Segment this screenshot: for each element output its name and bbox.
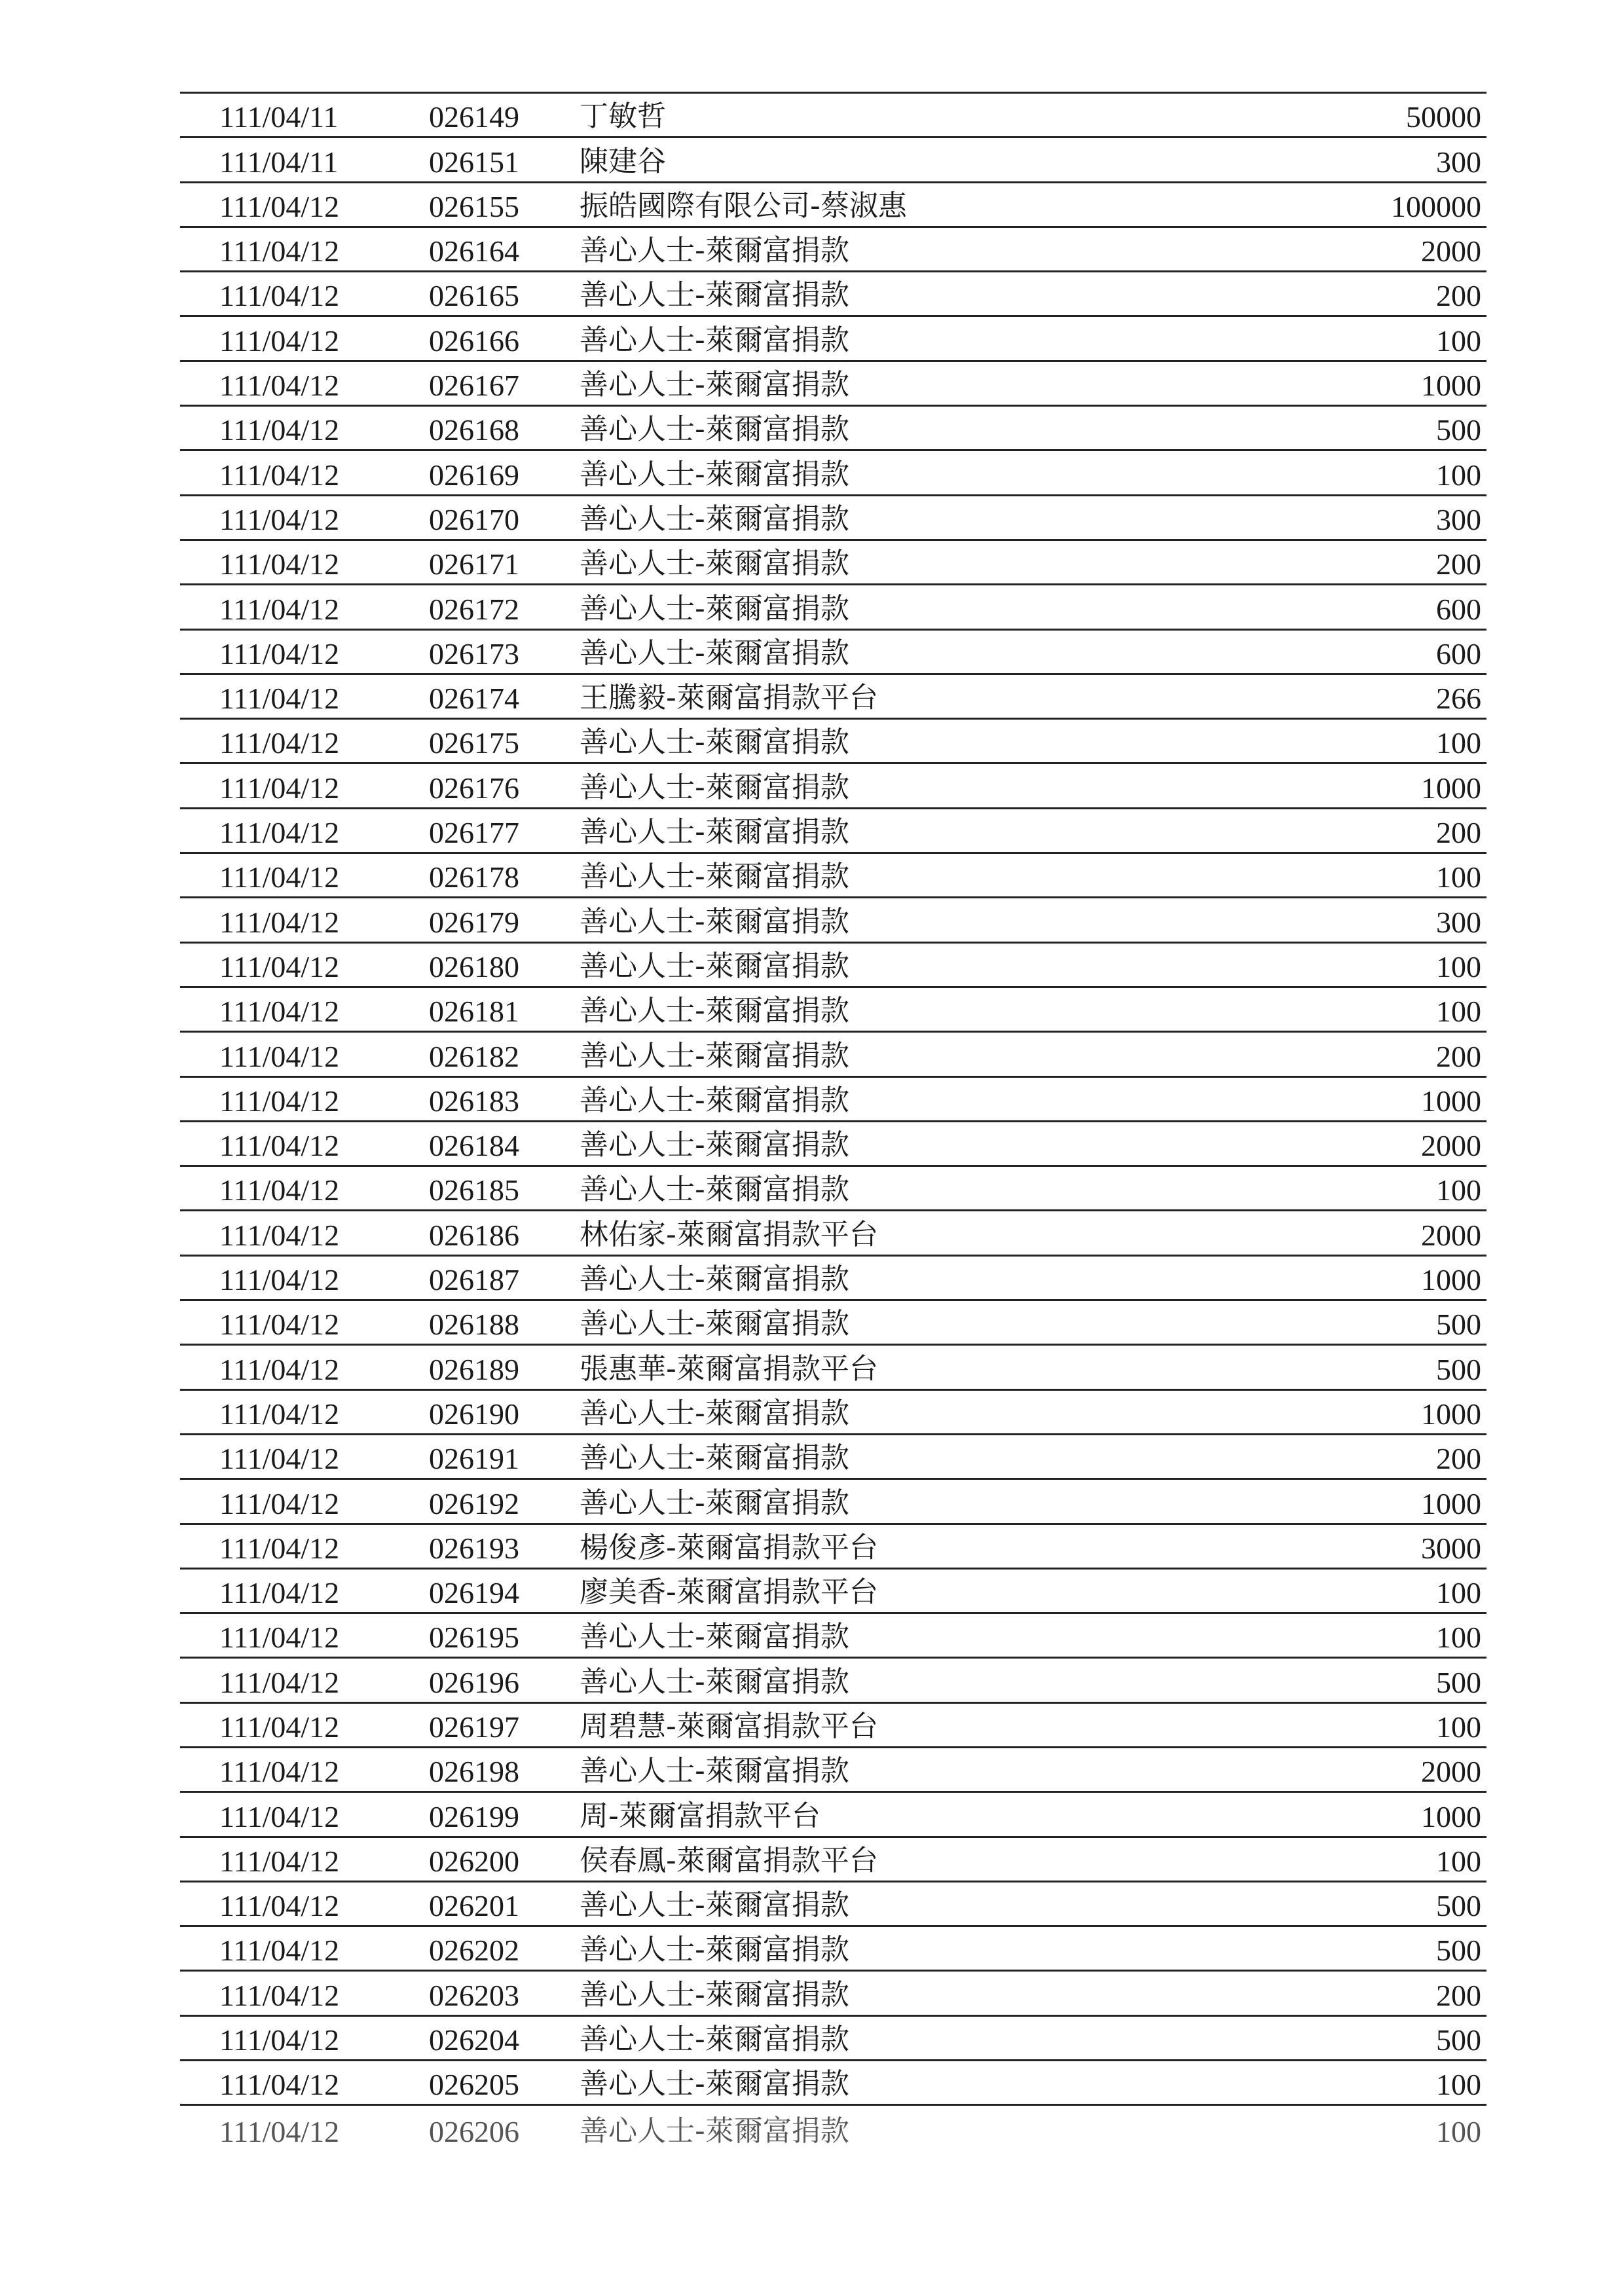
amount-cell: 200 bbox=[1436, 816, 1481, 850]
donor-name-cell: 善心人士-萊爾富捐款 bbox=[580, 547, 849, 581]
table-row bbox=[180, 1972, 1486, 2016]
amount-cell: 300 bbox=[1436, 905, 1481, 939]
receipt-number-cell: 026184 bbox=[429, 1129, 519, 1163]
receipt-number-cell: 026181 bbox=[429, 995, 519, 1029]
receipt-number-cell: 026204 bbox=[429, 2023, 519, 2057]
receipt-number-cell: 026205 bbox=[429, 2068, 519, 2102]
receipt-number-cell: 026171 bbox=[429, 547, 519, 581]
donor-name-cell: 周-萊爾富捐款平台 bbox=[580, 1799, 821, 1833]
receipt-number-cell: 026189 bbox=[429, 1352, 519, 1386]
receipt-number-cell: 026188 bbox=[429, 1308, 519, 1342]
donor-name-cell: 善心人士-萊爾富捐款 bbox=[580, 591, 849, 625]
donor-name-cell: 善心人士-萊爾富捐款 bbox=[580, 413, 849, 447]
table-row bbox=[180, 1167, 1486, 1211]
donor-name-cell: 周碧慧-萊爾富捐款平台 bbox=[580, 1709, 878, 1743]
table-row bbox=[180, 1078, 1486, 1122]
date-cell: 111/04/12 bbox=[219, 1844, 340, 1878]
table-row bbox=[180, 94, 1486, 138]
donor-name-cell: 善心人士-萊爾富捐款 bbox=[580, 234, 849, 268]
date-cell: 111/04/12 bbox=[219, 1710, 340, 1744]
date-cell: 111/04/12 bbox=[219, 1889, 340, 1923]
table-row bbox=[180, 809, 1486, 854]
receipt-number-cell: 026191 bbox=[429, 1442, 519, 1476]
donation-ledger-table bbox=[180, 92, 1486, 2151]
date-cell: 111/04/12 bbox=[219, 1755, 340, 1789]
receipt-number-cell: 026201 bbox=[429, 1889, 519, 1923]
amount-cell: 1000 bbox=[1421, 1084, 1481, 1118]
table-row bbox=[180, 764, 1486, 809]
donor-name-cell: 善心人士-萊爾富捐款 bbox=[580, 323, 849, 357]
date-cell: 111/04/12 bbox=[219, 1576, 340, 1610]
donor-name-cell: 善心人士-萊爾富捐款 bbox=[580, 1396, 849, 1430]
receipt-number-cell: 026177 bbox=[429, 816, 519, 850]
receipt-number-cell: 026195 bbox=[429, 1621, 519, 1655]
table-row bbox=[180, 1033, 1486, 1077]
table-row bbox=[180, 1435, 1486, 1480]
donor-name-cell: 振皓國際有限公司-蔡淑惠 bbox=[580, 189, 907, 223]
table-row bbox=[180, 1257, 1486, 1301]
date-cell: 111/04/12 bbox=[219, 2114, 340, 2148]
table-row bbox=[180, 2061, 1486, 2106]
donor-name-cell: 善心人士-萊爾富捐款 bbox=[580, 502, 849, 536]
receipt-number-cell: 026178 bbox=[429, 860, 519, 894]
receipt-number-cell: 026169 bbox=[429, 458, 519, 492]
donor-name-cell: 善心人士-萊爾富捐款 bbox=[580, 725, 849, 760]
amount-cell: 100 bbox=[1436, 1844, 1481, 1878]
date-cell: 111/04/12 bbox=[219, 1084, 340, 1118]
date-cell: 111/04/12 bbox=[219, 1442, 340, 1476]
table-row bbox=[180, 362, 1486, 407]
donor-name-cell: 善心人士-萊爾富捐款 bbox=[580, 949, 849, 983]
amount-cell: 200 bbox=[1436, 1442, 1481, 1476]
date-cell: 111/04/12 bbox=[219, 1397, 340, 1431]
table-row bbox=[180, 451, 1486, 496]
receipt-number-cell: 026200 bbox=[429, 1844, 519, 1878]
receipt-number-cell: 026155 bbox=[429, 189, 519, 223]
donor-name-cell: 善心人士-萊爾富捐款 bbox=[580, 994, 849, 1028]
donor-name-cell: 善心人士-萊爾富捐款 bbox=[580, 1128, 849, 1162]
table-row bbox=[180, 1525, 1486, 1570]
receipt-number-cell: 026179 bbox=[429, 905, 519, 939]
date-cell: 111/04/12 bbox=[219, 1218, 340, 1252]
date-cell: 111/04/12 bbox=[219, 816, 340, 850]
donor-name-cell: 善心人士-萊爾富捐款 bbox=[580, 368, 849, 402]
donor-name-cell: 侯春鳳-萊爾富捐款平台 bbox=[580, 1843, 878, 1877]
receipt-number-cell: 026190 bbox=[429, 1397, 519, 1431]
receipt-number-cell: 026202 bbox=[429, 1934, 519, 1968]
table-row bbox=[180, 272, 1486, 317]
date-cell: 111/04/12 bbox=[219, 995, 340, 1029]
amount-cell: 3000 bbox=[1421, 1531, 1481, 1565]
amount-cell: 100 bbox=[1436, 726, 1481, 760]
table-row bbox=[180, 585, 1486, 630]
amount-cell: 500 bbox=[1436, 1665, 1481, 1699]
table-row bbox=[180, 317, 1486, 361]
date-cell: 111/04/11 bbox=[219, 100, 339, 134]
amount-cell: 300 bbox=[1436, 145, 1481, 179]
date-cell: 111/04/12 bbox=[219, 1308, 340, 1342]
date-cell: 111/04/12 bbox=[219, 502, 340, 536]
table-row bbox=[180, 988, 1486, 1033]
amount-cell: 1000 bbox=[1421, 369, 1481, 403]
table-row bbox=[180, 1211, 1486, 1256]
receipt-number-cell: 026206 bbox=[429, 2114, 519, 2148]
table-row bbox=[180, 138, 1486, 183]
receipt-number-cell: 026203 bbox=[429, 1978, 519, 2012]
donor-name-cell: 善心人士-萊爾富捐款 bbox=[580, 1620, 849, 1654]
receipt-number-cell: 026149 bbox=[429, 100, 519, 134]
date-cell: 111/04/12 bbox=[219, 592, 340, 626]
date-cell: 111/04/12 bbox=[219, 234, 340, 268]
table-row bbox=[180, 1346, 1486, 1390]
donor-name-cell: 善心人士-萊爾富捐款 bbox=[580, 1307, 849, 1341]
amount-cell: 266 bbox=[1436, 682, 1481, 716]
table-row bbox=[180, 898, 1486, 943]
table-row bbox=[180, 631, 1486, 675]
receipt-number-cell: 026175 bbox=[429, 726, 519, 760]
date-cell: 111/04/12 bbox=[219, 1934, 340, 1968]
receipt-number-cell: 026186 bbox=[429, 1218, 519, 1252]
donor-name-cell: 張惠華-萊爾富捐款平台 bbox=[580, 1351, 878, 1386]
amount-cell: 1000 bbox=[1421, 771, 1481, 805]
table-row bbox=[180, 228, 1486, 272]
table-row bbox=[180, 1122, 1486, 1167]
donor-name-cell: 善心人士-萊爾富捐款 bbox=[580, 1977, 849, 2011]
amount-cell: 100 bbox=[1436, 860, 1481, 894]
donor-name-cell: 善心人士-萊爾富捐款 bbox=[580, 457, 849, 491]
table-row bbox=[180, 183, 1486, 228]
date-cell: 111/04/12 bbox=[219, 458, 340, 492]
date-cell: 111/04/12 bbox=[219, 279, 340, 313]
amount-cell: 500 bbox=[1436, 413, 1481, 447]
amount-cell: 500 bbox=[1436, 1934, 1481, 1968]
date-cell: 111/04/12 bbox=[219, 1039, 340, 1073]
receipt-number-cell: 026176 bbox=[429, 771, 519, 805]
receipt-number-cell: 026185 bbox=[429, 1173, 519, 1207]
table-row bbox=[180, 1614, 1486, 1659]
date-cell: 111/04/12 bbox=[219, 905, 340, 939]
receipt-number-cell: 026193 bbox=[429, 1531, 519, 1565]
amount-cell: 100 bbox=[1436, 995, 1481, 1029]
amount-cell: 100 bbox=[1436, 2114, 1481, 2148]
table-row bbox=[180, 496, 1486, 541]
receipt-number-cell: 026194 bbox=[429, 1576, 519, 1610]
receipt-number-cell: 026174 bbox=[429, 682, 519, 716]
amount-cell: 2000 bbox=[1421, 1218, 1481, 1252]
donor-name-cell: 善心人士-萊爾富捐款 bbox=[580, 2067, 849, 2101]
amount-cell: 600 bbox=[1436, 592, 1481, 626]
donor-name-cell: 善心人士-萊爾富捐款 bbox=[580, 1486, 849, 1520]
table-row bbox=[180, 1391, 1486, 1435]
donor-name-cell: 陳建谷 bbox=[580, 144, 666, 178]
table-row bbox=[180, 1301, 1486, 1346]
donor-name-cell: 善心人士-萊爾富捐款 bbox=[580, 278, 849, 312]
receipt-number-cell: 026198 bbox=[429, 1755, 519, 1789]
amount-cell: 1000 bbox=[1421, 1799, 1481, 1833]
date-cell: 111/04/12 bbox=[219, 771, 340, 805]
donor-name-cell: 善心人士-萊爾富捐款 bbox=[580, 1933, 849, 1967]
table-row bbox=[180, 854, 1486, 898]
amount-cell: 1000 bbox=[1421, 1397, 1481, 1431]
date-cell: 111/04/12 bbox=[219, 1665, 340, 1699]
receipt-number-cell: 026196 bbox=[429, 1665, 519, 1699]
donor-name-cell: 善心人士-萊爾富捐款 bbox=[580, 2023, 849, 2057]
table-row bbox=[180, 1570, 1486, 1614]
date-cell: 111/04/12 bbox=[219, 1486, 340, 1520]
table-row bbox=[180, 2106, 1486, 2150]
table-row bbox=[180, 720, 1486, 764]
amount-cell: 200 bbox=[1436, 1039, 1481, 1073]
donor-name-cell: 丁敏哲 bbox=[580, 100, 666, 134]
table-row bbox=[180, 1882, 1486, 1927]
donor-name-cell: 善心人士-萊爾富捐款 bbox=[580, 636, 849, 670]
donor-name-cell: 善心人士-萊爾富捐款 bbox=[580, 860, 849, 894]
receipt-number-cell: 026192 bbox=[429, 1486, 519, 1520]
donor-name-cell: 善心人士-萊爾富捐款 bbox=[580, 1262, 849, 1296]
date-cell: 111/04/12 bbox=[219, 1129, 340, 1163]
donor-name-cell: 善心人士-萊爾富捐款 bbox=[580, 1038, 849, 1073]
date-cell: 111/04/12 bbox=[219, 1352, 340, 1386]
donor-name-cell: 善心人士-萊爾富捐款 bbox=[580, 815, 849, 849]
receipt-number-cell: 026151 bbox=[429, 145, 519, 179]
amount-cell: 500 bbox=[1436, 1352, 1481, 1386]
donor-name-cell: 善心人士-萊爾富捐款 bbox=[580, 1083, 849, 1117]
table-row bbox=[180, 407, 1486, 451]
amount-cell: 100 bbox=[1436, 2068, 1481, 2102]
receipt-number-cell: 026170 bbox=[429, 502, 519, 536]
date-cell: 111/04/12 bbox=[219, 1173, 340, 1207]
amount-cell: 100 bbox=[1436, 1621, 1481, 1655]
receipt-number-cell: 026182 bbox=[429, 1039, 519, 1073]
receipt-number-cell: 026197 bbox=[429, 1710, 519, 1744]
amount-cell: 500 bbox=[1436, 1889, 1481, 1923]
amount-cell: 100000 bbox=[1391, 189, 1481, 223]
amount-cell: 1000 bbox=[1421, 1263, 1481, 1297]
table-row bbox=[180, 1748, 1486, 1793]
table-row bbox=[180, 675, 1486, 720]
donor-name-cell: 王騰毅-萊爾富捐款平台 bbox=[580, 681, 878, 715]
receipt-number-cell: 026166 bbox=[429, 323, 519, 358]
date-cell: 111/04/12 bbox=[219, 949, 340, 983]
donor-name-cell: 善心人士-萊爾富捐款 bbox=[580, 904, 849, 938]
receipt-number-cell: 026183 bbox=[429, 1084, 519, 1118]
table-row bbox=[180, 1659, 1486, 1703]
donor-name-cell: 善心人士-萊爾富捐款 bbox=[580, 1173, 849, 1207]
donor-name-cell: 善心人士-萊爾富捐款 bbox=[580, 770, 849, 804]
amount-cell: 2000 bbox=[1421, 1129, 1481, 1163]
amount-cell: 100 bbox=[1436, 1710, 1481, 1744]
date-cell: 111/04/12 bbox=[219, 682, 340, 716]
date-cell: 111/04/12 bbox=[219, 323, 340, 358]
amount-cell: 100 bbox=[1436, 1576, 1481, 1610]
donor-name-cell: 善心人士-萊爾富捐款 bbox=[580, 1888, 849, 1922]
amount-cell: 100 bbox=[1436, 323, 1481, 358]
receipt-number-cell: 026173 bbox=[429, 636, 519, 670]
date-cell: 111/04/12 bbox=[219, 189, 340, 223]
date-cell: 111/04/12 bbox=[219, 1799, 340, 1833]
receipt-number-cell: 026168 bbox=[429, 413, 519, 447]
table-row bbox=[180, 1927, 1486, 1972]
amount-cell: 500 bbox=[1436, 1308, 1481, 1342]
receipt-number-cell: 026199 bbox=[429, 1799, 519, 1833]
amount-cell: 2000 bbox=[1421, 234, 1481, 268]
receipt-number-cell: 026164 bbox=[429, 234, 519, 268]
receipt-number-cell: 026180 bbox=[429, 949, 519, 983]
date-cell: 111/04/12 bbox=[219, 1621, 340, 1655]
table-row bbox=[180, 541, 1486, 585]
date-cell: 111/04/12 bbox=[219, 636, 340, 670]
table-row bbox=[180, 1838, 1486, 1882]
amount-cell: 200 bbox=[1436, 1978, 1481, 2012]
date-cell: 111/04/12 bbox=[219, 860, 340, 894]
amount-cell: 1000 bbox=[1421, 1486, 1481, 1520]
date-cell: 111/04/12 bbox=[219, 2068, 340, 2102]
date-cell: 111/04/12 bbox=[219, 1978, 340, 2012]
date-cell: 111/04/12 bbox=[219, 369, 340, 403]
date-cell: 111/04/11 bbox=[219, 145, 339, 179]
date-cell: 111/04/12 bbox=[219, 1263, 340, 1297]
amount-cell: 300 bbox=[1436, 502, 1481, 536]
table-row bbox=[180, 1793, 1486, 1837]
donor-name-cell: 善心人士-萊爾富捐款 bbox=[580, 2114, 849, 2148]
receipt-number-cell: 026187 bbox=[429, 1263, 519, 1297]
amount-cell: 2000 bbox=[1421, 1755, 1481, 1789]
date-cell: 111/04/12 bbox=[219, 726, 340, 760]
table-row bbox=[180, 944, 1486, 988]
date-cell: 111/04/12 bbox=[219, 547, 340, 581]
date-cell: 111/04/12 bbox=[219, 413, 340, 447]
table-row bbox=[180, 2017, 1486, 2061]
amount-cell: 100 bbox=[1436, 458, 1481, 492]
amount-cell: 100 bbox=[1436, 949, 1481, 983]
date-cell: 111/04/12 bbox=[219, 2023, 340, 2057]
table-row bbox=[180, 1480, 1486, 1524]
donor-name-cell: 楊俊彥-萊爾富捐款平台 bbox=[580, 1530, 878, 1564]
amount-cell: 50000 bbox=[1406, 100, 1481, 134]
donor-name-cell: 廖美香-萊爾富捐款平台 bbox=[580, 1575, 878, 1609]
receipt-number-cell: 026172 bbox=[429, 592, 519, 626]
donor-name-cell: 善心人士-萊爾富捐款 bbox=[580, 1441, 849, 1475]
receipt-number-cell: 026165 bbox=[429, 279, 519, 313]
receipt-number-cell: 026167 bbox=[429, 369, 519, 403]
donor-name-cell: 善心人士-萊爾富捐款 bbox=[580, 1664, 849, 1698]
donor-name-cell: 林佑家-萊爾富捐款平台 bbox=[580, 1217, 878, 1251]
table-row bbox=[180, 1704, 1486, 1748]
amount-cell: 200 bbox=[1436, 547, 1481, 581]
amount-cell: 200 bbox=[1436, 279, 1481, 313]
date-cell: 111/04/12 bbox=[219, 1531, 340, 1565]
amount-cell: 500 bbox=[1436, 2023, 1481, 2057]
amount-cell: 100 bbox=[1436, 1173, 1481, 1207]
amount-cell: 600 bbox=[1436, 636, 1481, 670]
donor-name-cell: 善心人士-萊爾富捐款 bbox=[580, 1754, 849, 1788]
